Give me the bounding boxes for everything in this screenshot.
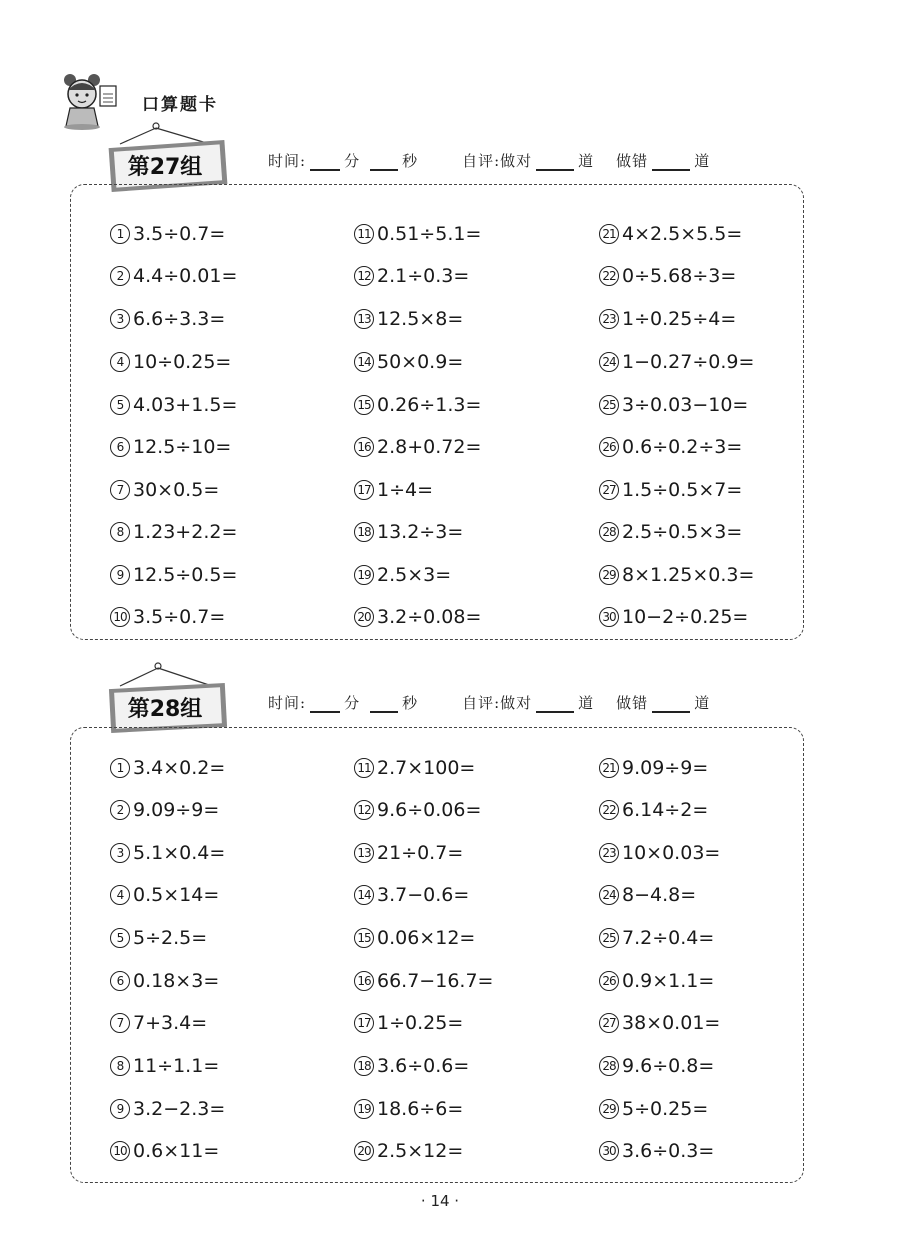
second-label: 秒 (402, 694, 419, 712)
wrong-count-blank[interactable] (652, 697, 690, 713)
problem-expression: 7+3.4= (133, 1012, 208, 1034)
problem-expression: 0.6÷0.2÷3= (622, 436, 743, 458)
problem-item (599, 927, 714, 949)
problem-expression: 11÷1.1= (133, 1055, 220, 1077)
problem-expression: 9.6÷0.06= (377, 799, 482, 821)
problem-item (599, 1055, 714, 1077)
problem-item (110, 265, 237, 287)
problem-item (599, 606, 748, 628)
problem-number: 10 (110, 607, 130, 627)
problem-item (110, 479, 219, 501)
dao-label: 道 (578, 152, 595, 170)
problem-item (354, 884, 469, 906)
problem-number: 29 (599, 565, 619, 585)
problem-item (599, 265, 736, 287)
problem-expression: 4×2.5×5.5= (622, 223, 743, 245)
problem-expression: 10÷0.25= (133, 351, 232, 373)
problem-number: 21 (599, 224, 619, 244)
wrong-count-blank[interactable] (652, 155, 690, 171)
problem-number: 30 (599, 607, 619, 627)
self-eval-label: 自评:做对 (462, 152, 533, 170)
problem-number: 6 (110, 437, 130, 457)
problem-number: 24 (599, 885, 619, 905)
problem-expression: 3.2÷0.08= (377, 606, 482, 628)
problem-expression: 10×0.03= (622, 842, 721, 864)
problem-number: 7 (110, 480, 130, 500)
problem-expression: 50×0.9= (377, 351, 464, 373)
problem-expression: 7.2÷0.4= (622, 927, 715, 949)
problem-expression: 4.4÷0.01= (133, 265, 238, 287)
group-title: 第28组 (127, 696, 203, 722)
problem-item (354, 521, 463, 543)
problem-number: 20 (354, 607, 374, 627)
problem-item (599, 1012, 720, 1034)
problem-item (110, 521, 237, 543)
problem-expression: 4.03+1.5= (133, 394, 238, 416)
problem-item (354, 479, 433, 501)
problem-expression: 3.5÷0.7= (133, 606, 226, 628)
problem-number: 27 (599, 1013, 619, 1033)
problem-number: 9 (110, 565, 130, 585)
time-label: 时间: (268, 152, 307, 170)
problem-item (599, 842, 720, 864)
problem-number: 18 (354, 1056, 374, 1076)
problem-item (110, 308, 225, 330)
problem-expression: 6.14÷2= (622, 799, 709, 821)
correct-count-blank[interactable] (536, 155, 574, 171)
problem-number: 28 (599, 1056, 619, 1076)
problem-number: 14 (354, 885, 374, 905)
problem-expression: 8−4.8= (622, 884, 697, 906)
problem-expression: 2.1÷0.3= (377, 265, 470, 287)
meta-row (268, 150, 710, 171)
dao-label: 道 (694, 152, 711, 170)
problem-expression: 1.5÷0.5×7= (622, 479, 743, 501)
problem-item (354, 842, 463, 864)
problem-number: 18 (354, 522, 374, 542)
problem-number: 4 (110, 352, 130, 372)
problem-item (354, 436, 481, 458)
problem-item (599, 223, 742, 245)
problem-expression: 30×0.5= (133, 479, 220, 501)
problem-item (110, 1098, 225, 1120)
problem-number: 30 (599, 1141, 619, 1161)
problem-number: 23 (599, 309, 619, 329)
problem-item (599, 757, 708, 779)
problem-number: 27 (599, 480, 619, 500)
meta-row (268, 692, 710, 713)
problem-item (354, 351, 463, 373)
problem-item (354, 799, 481, 821)
problem-number: 8 (110, 1056, 130, 1076)
problem-expression: 2.8+0.72= (377, 436, 482, 458)
problem-expression: 3.5÷0.7= (133, 223, 226, 245)
problem-expression: 5÷2.5= (133, 927, 208, 949)
problem-number: 11 (354, 758, 374, 778)
problem-expression: 12.5×8= (377, 308, 464, 330)
problem-number: 25 (599, 928, 619, 948)
problem-expression: 3÷0.03−10= (622, 394, 749, 416)
self-eval-label: 自评:做对 (462, 694, 533, 712)
minute-blank[interactable] (310, 697, 340, 713)
second-blank[interactable] (370, 155, 398, 171)
problem-number: 2 (110, 800, 130, 820)
problem-item (110, 223, 225, 245)
problem-expression: 1−0.27÷0.9= (622, 351, 755, 373)
problem-item (354, 223, 481, 245)
problem-item (599, 479, 742, 501)
problem-number: 26 (599, 971, 619, 991)
problem-number: 29 (599, 1099, 619, 1119)
problem-number: 26 (599, 437, 619, 457)
problem-expression: 2.5×3= (377, 564, 452, 586)
problem-item (110, 1012, 207, 1034)
problem-number: 19 (354, 1099, 374, 1119)
problem-item (354, 265, 469, 287)
problem-number: 28 (599, 522, 619, 542)
problem-expression: 0.6×11= (133, 1140, 220, 1162)
problem-number: 14 (354, 352, 374, 372)
dao-label: 道 (694, 694, 711, 712)
problem-expression: 1÷0.25÷4= (622, 308, 737, 330)
problem-expression: 1÷4= (377, 479, 434, 501)
problem-number: 11 (354, 224, 374, 244)
problem-number: 24 (599, 352, 619, 372)
problem-number: 16 (354, 437, 374, 457)
problem-expression: 5÷0.25= (622, 1098, 709, 1120)
problem-item (354, 394, 481, 416)
problem-number: 17 (354, 480, 374, 500)
problem-item (110, 970, 219, 992)
group-title: 第27组 (127, 154, 203, 180)
problem-number: 17 (354, 1013, 374, 1033)
problem-item (110, 799, 219, 821)
problem-item (599, 564, 754, 586)
problem-item (599, 799, 708, 821)
problem-number: 22 (599, 266, 619, 286)
problem-item (599, 436, 742, 458)
problem-number: 2 (110, 266, 130, 286)
problem-expression: 8×1.25×0.3= (622, 564, 755, 586)
problem-item (599, 884, 696, 906)
problem-expression: 2.5÷0.5×3= (622, 521, 743, 543)
problem-expression: 9.09÷9= (622, 757, 709, 779)
problem-number: 15 (354, 395, 374, 415)
problem-number: 5 (110, 928, 130, 948)
problem-number: 3 (110, 309, 130, 329)
problem-expression: 5.1×0.4= (133, 842, 226, 864)
problem-item (599, 521, 742, 543)
problem-item (110, 436, 231, 458)
problem-number: 1 (110, 224, 130, 244)
problem-expression: 21÷0.7= (377, 842, 464, 864)
second-blank[interactable] (370, 697, 398, 713)
problem-item (110, 757, 225, 779)
problem-number: 12 (354, 266, 374, 286)
problem-expression: 0.06×12= (377, 927, 476, 949)
problem-expression: 2.7×100= (377, 757, 476, 779)
problem-number: 22 (599, 800, 619, 820)
problem-item (110, 927, 207, 949)
problem-number: 9 (110, 1099, 130, 1119)
group-title-board (106, 682, 224, 732)
minute-label: 分 (344, 694, 361, 712)
problem-number: 19 (354, 565, 374, 585)
problem-item (599, 351, 754, 373)
second-label: 秒 (402, 152, 419, 170)
problem-number: 3 (110, 843, 130, 863)
problem-number: 16 (354, 971, 374, 991)
problem-expression: 12.5÷10= (133, 436, 232, 458)
page-number: · 14 · (420, 1192, 460, 1210)
dao-label: 道 (578, 694, 595, 712)
problem-expression: 3.6÷0.3= (622, 1140, 715, 1162)
problem-expression: 0.51÷5.1= (377, 223, 482, 245)
problem-item (354, 927, 475, 949)
problem-number: 20 (354, 1141, 374, 1161)
problem-item (354, 564, 451, 586)
problem-item (110, 351, 231, 373)
problem-expression: 0.9×1.1= (622, 970, 715, 992)
wrong-label: 做错 (616, 152, 649, 170)
problem-number: 6 (110, 971, 130, 991)
wrong-label: 做错 (616, 694, 649, 712)
problem-number: 21 (599, 758, 619, 778)
problem-item (110, 1055, 219, 1077)
problem-item (354, 1140, 463, 1162)
problem-number: 25 (599, 395, 619, 415)
problem-expression: 66.7−16.7= (377, 970, 494, 992)
problem-item (354, 606, 481, 628)
problem-item (110, 606, 225, 628)
problem-item (599, 394, 748, 416)
problem-number: 15 (354, 928, 374, 948)
problem-expression: 13.2÷3= (377, 521, 464, 543)
group-title-board (106, 140, 224, 190)
problem-number: 13 (354, 843, 374, 863)
problem-item (354, 1055, 469, 1077)
problem-expression: 3.6÷0.6= (377, 1055, 470, 1077)
problem-item (354, 970, 493, 992)
problem-number: 13 (354, 309, 374, 329)
problem-item (110, 884, 219, 906)
problem-expression: 0.5×14= (133, 884, 220, 906)
problem-expression: 1÷0.25= (377, 1012, 464, 1034)
problem-expression: 3.4×0.2= (133, 757, 226, 779)
problem-expression: 1.23+2.2= (133, 521, 238, 543)
problem-item (599, 308, 736, 330)
minute-label: 分 (344, 152, 361, 170)
problem-item (110, 394, 237, 416)
problem-expression: 38×0.01= (622, 1012, 721, 1034)
time-label: 时间: (268, 694, 307, 712)
problem-item (354, 1012, 463, 1034)
problem-item (110, 564, 237, 586)
problem-number: 4 (110, 885, 130, 905)
problem-item (110, 842, 225, 864)
problem-expression: 10−2÷0.25= (622, 606, 749, 628)
problem-expression: 9.09÷9= (133, 799, 220, 821)
problem-expression: 0.26÷1.3= (377, 394, 482, 416)
problem-expression: 18.6÷6= (377, 1098, 464, 1120)
problem-expression: 9.6÷0.8= (622, 1055, 715, 1077)
problem-expression: 0.18×3= (133, 970, 220, 992)
problem-number: 5 (110, 395, 130, 415)
problem-number: 10 (110, 1141, 130, 1161)
problem-number: 12 (354, 800, 374, 820)
problem-item (354, 308, 463, 330)
problem-number: 8 (110, 522, 130, 542)
problem-number: 1 (110, 758, 130, 778)
section-label: 口算题卡 (142, 95, 218, 115)
minute-blank[interactable] (310, 155, 340, 171)
problem-number: 7 (110, 1013, 130, 1033)
problem-number: 23 (599, 843, 619, 863)
problem-expression: 3.7−0.6= (377, 884, 470, 906)
problem-item (599, 1140, 714, 1162)
problem-item (110, 1140, 219, 1162)
problem-expression: 3.2−2.3= (133, 1098, 226, 1120)
problem-expression: 6.6÷3.3= (133, 308, 226, 330)
problem-item (599, 1098, 708, 1120)
problem-expression: 2.5×12= (377, 1140, 464, 1162)
problem-item (599, 970, 714, 992)
problem-item (354, 1098, 463, 1120)
problem-expression: 0÷5.68÷3= (622, 265, 737, 287)
correct-count-blank[interactable] (536, 697, 574, 713)
problem-item (354, 757, 475, 779)
problem-expression: 12.5÷0.5= (133, 564, 238, 586)
